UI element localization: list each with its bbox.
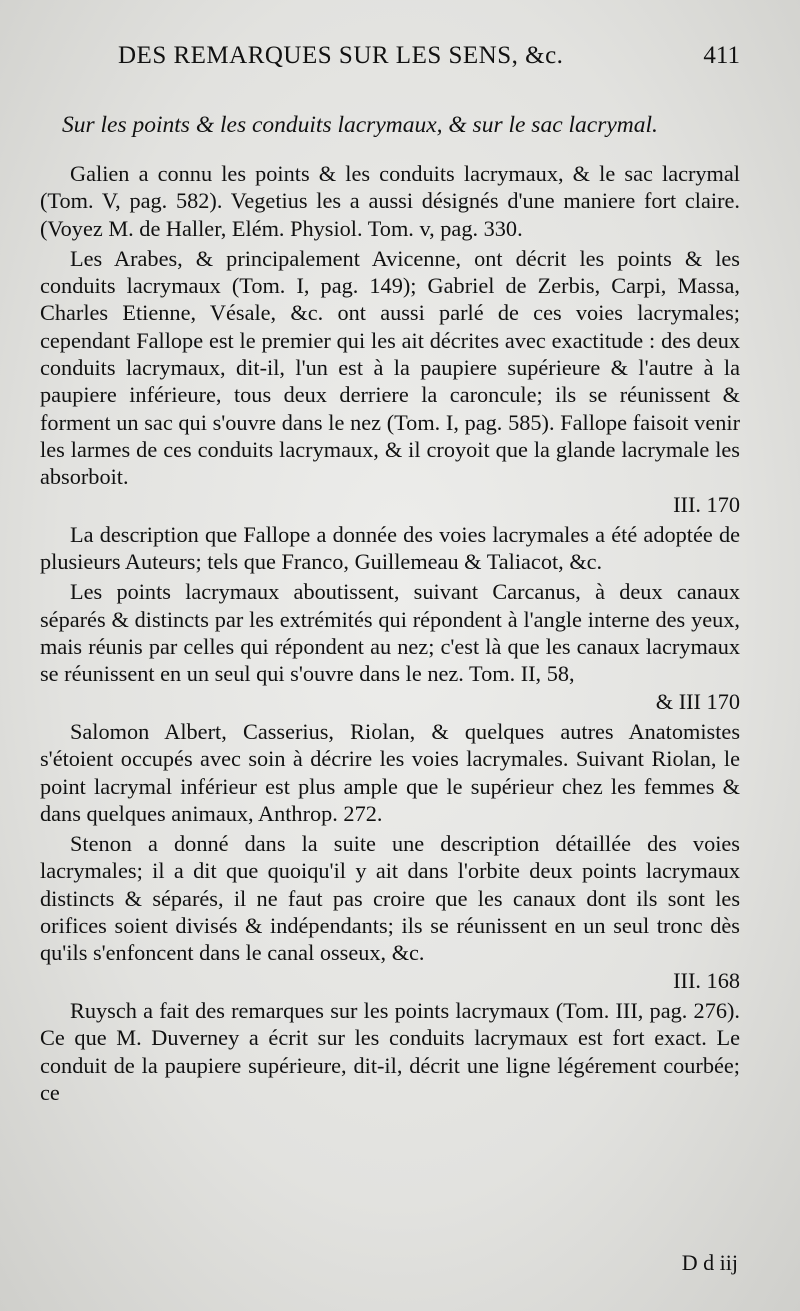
running-title: DES REMARQUES SUR LES SENS, &c.	[118, 42, 564, 69]
paragraph-arabes	[40, 245, 740, 518]
section-heading: Sur les points & les conduits lacrymaux, & sur le sac lacrymal.	[62, 112, 658, 138]
paragraph-stenon-text: Stenon a donné dans la suite une description détaillée des voies lacrymales; il a dit que quoiqu'il y ait dans l'orbite deux points lacrymaux distincts & séparés, il ne faut pas croire que les canaux dont ils sont les orifices soient divisés & indépendants; ils se réunissent en un seul tronc dès qu'ils s'enfoncent dans le canal osseux, &c.	[40, 831, 740, 966]
paragraph-galien: Galien a connu les points & les conduits lacrymaux, & le sac lacrymal (Tom. V, pag. 582). Vegetius les a aussi désignés d'une maniere fort claire. (Voyez M. de Haller, Elém. Physiol. Tom. v, pag. 330.	[40, 161, 740, 241]
page-header	[0, 42, 800, 82]
margin-reference: III. 170	[673, 491, 740, 517]
paragraph-albert: Salomon Albert, Casserius, Riolan, & quelques autres Anatomistes s'étoient occupés avec soin à décrire les voies lacrymales. Suivant Riolan, le point lacrymal inférieur est plus ample que le supérieur chez les femmes & dans quelques animaux, Anthrop. 272.	[40, 718, 740, 826]
paragraph-stenon	[40, 830, 740, 994]
paragraph-fallope: La description que Fallope a donnée des voies lacrymales a été adoptée de plusieurs Auteurs; tels que Franco, Guillemeau & Taliacot, &c.	[40, 521, 740, 575]
signature-mark: D d iij	[681, 1250, 738, 1275]
paragraph-ruysch: Ruysch a fait des remarques sur les points lacrymaux (Tom. III, pag. 276). Ce que M. Duverney a écrit sur les conduits lacrymaux est fort exact. Le conduit de la paupiere supérieure, dit-il, décrit une ligne légérement courbée; ce	[40, 997, 740, 1105]
body-text	[40, 160, 740, 1109]
paragraph-arabes-text: Les Arabes, & principalement Avicenne, ont décrit les points & les conduits lacrymaux (Tom. I, pag. 149); Gabriel de Zerbis, Carpi, Massa, Charles Etienne, Vésale, &c. ont aussi parlé de ces voies lacrymales; cependant Fallope est le premier qui les ait décrites avec exactitude : des deux conduits lacrymaux, dit-il, l'un est à la paupiere supérieure & l'autre à la paupiere inférieure, tous deux derriere la caroncule; ils se réunissent & forment un sac qui s'ouvre dans le nez (Tom. I, pag. 585). Fallope faisoit venir les larmes de ces conduits lacrymaux, & il croyoit que la glande lacrymale les absorboit.	[40, 245, 740, 490]
paragraph-carcanus	[40, 578, 740, 714]
paragraph-carcanus-text: Les points lacrymaux aboutissent, suivant Carcanus, à deux canaux séparés & distincts par les extrémités qui répondent à l'angle interne des yeux, mais réunis par celles qui répondent au nez; c'est là que les canaux lacrymaux se réunissent en un seul qui s'ouvre dans le nez. Tom. II, 58,	[40, 579, 740, 687]
margin-reference: III. 168	[673, 967, 740, 993]
page-number: 411	[703, 42, 740, 69]
margin-reference: & III 170	[655, 688, 740, 714]
